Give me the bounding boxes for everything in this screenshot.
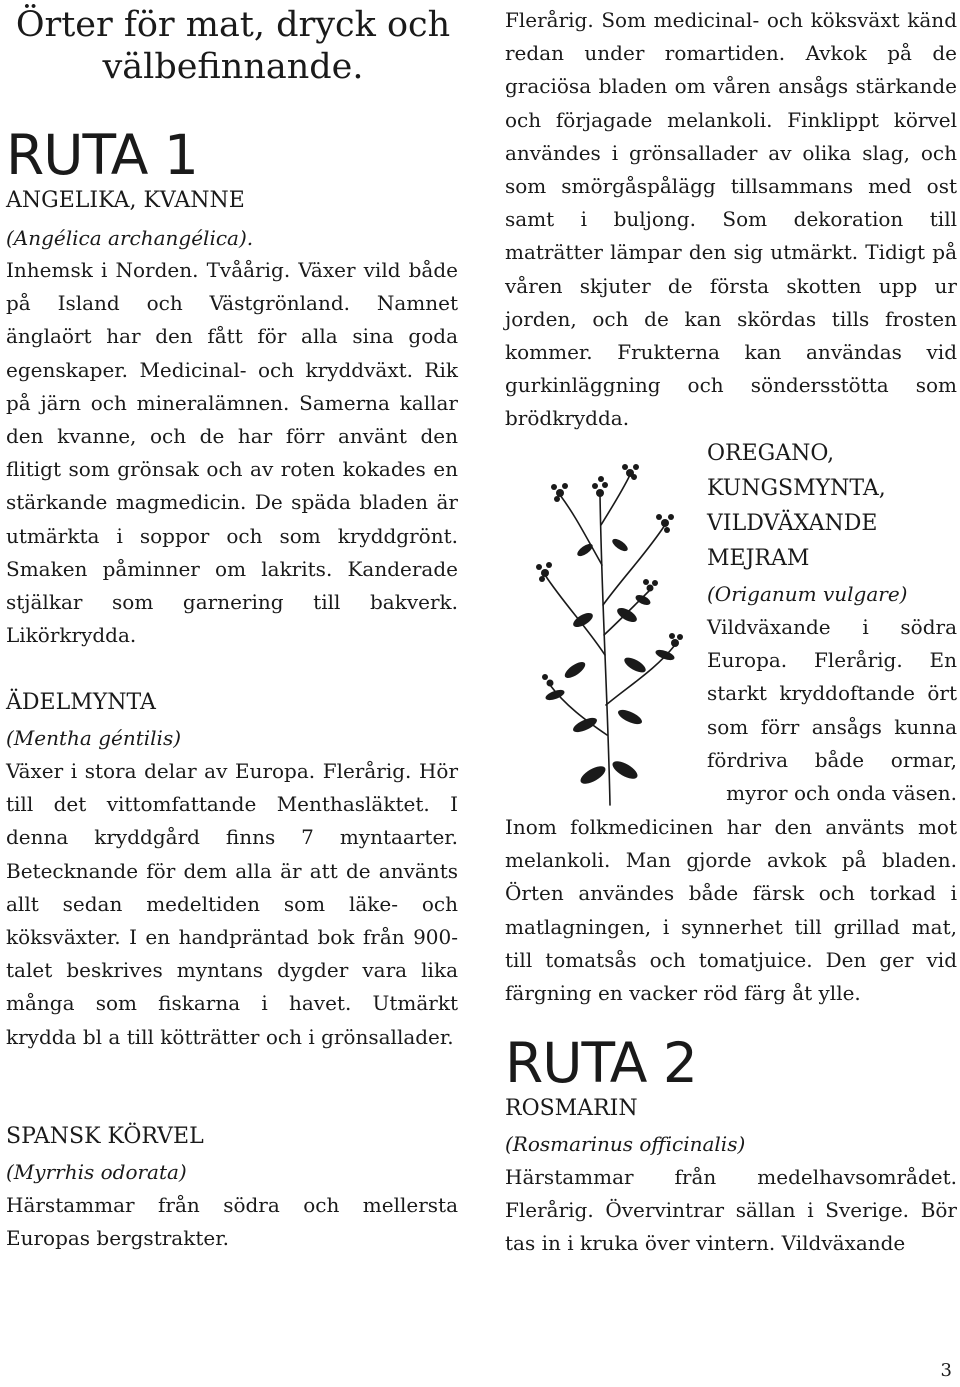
herb-name-spansk-korvel: SPANSK KÖRVEL <box>6 1124 204 1149</box>
herb-text-spansk-korvel-continued: Flerårig. Som medicinal- och köksväxt känd redan under romartiden. Avkok på de graciösa bladen om våren ansågs stärkande och förjagade melankoli. Finklippt körvel användes i grönsallader av olika slag, och som smörgåspålägg tillsammans med ost samt i buljong. Som dekoration till maträtter lämpar den sig utmärkt. Tidigt på våren skjuter de första skotten upp ur jorden, och de kan skördas tills frosten kommer. Frukterna kan användas vid gurkinläggning och söndersstötta som brödkrydda. <box>505 8 957 431</box>
herb-latin-angelika: (Angélica archangélica). <box>6 226 254 250</box>
herb-latin-spansk-korvel: (Myrrhis odorata) <box>6 1160 187 1184</box>
herb-latin-adelmynta: (Mentha géntilis) <box>6 726 182 750</box>
herb-name-angelika: ANGELIKA, KVANNE <box>6 188 245 213</box>
section-heading-ruta-2: RUTA 2 <box>505 1031 697 1095</box>
herb-text-oregano-intro: Vildväxande i södra Europa. Flerårig. En starkt kryddoftande ört som förr ansågs kunna fördriva både ormar, myror och onda väsen. <box>707 615 957 806</box>
herb-latin-rosmarin: (Rosmarinus officinalis) <box>505 1132 746 1156</box>
herb-latin-oregano: (Origanum vulgare) <box>707 582 908 606</box>
oregano-plant-drawing-icon <box>515 455 695 810</box>
herb-text-oregano: Inom folkmedicinen har den använts mot melankoli. Man gjorde avkok på bladen. Örten användes både färsk och torkad i matlagningen, i synnerhet till grillad mat, till tomatsås och tomatjuice. Den ger vid färgning en vacker röd färg åt ylle. <box>505 815 957 1006</box>
herb-name-rosmarin: ROSMARIN <box>505 1096 638 1121</box>
page-title: Örter för mat, dryck och välbefinnande. <box>15 5 451 87</box>
herb-text-spansk-korvel: Härstammar från södra och mellersta Europas bergstrakter. <box>6 1193 458 1251</box>
herb-text-angelika: Inhemsk i Norden. Tvåårig. Växer vild både på Island och Västgrönland. Namnet änglaört har den fått för alla sina goda egenskaper. Medicinal- och kryddväxt. Rik på järn och mineralämnen. Samerna kallar den kvanne, och de har förr använt den flitigt som grönsak och av roten kokades en stärkande magmedicin. De späda bladen är utmärkta i soppor och som kryddgrönt. Smaken påminner om lakrits. Kanderade stjälkar som garnering till bakverk. Likörkrydda. <box>6 258 458 648</box>
herb-text-rosmarin: Härstammar från medelhavsområdet. Flerårig. Övervintrar sällan i Sverige. Bör tas in i kruka över vintern. Vildväxande <box>505 1165 957 1256</box>
herb-name-adelmynta: ÄDELMYNTA <box>6 690 156 715</box>
herb-text-adelmynta: Växer i stora delar av Europa. Flerårig. Hör till det vittomfattande Menthasläktet. I denna kryddgård finns 7 myntaarter. Betecknande för dem alla är att de använts allt sedan medeltiden som läke- och köksväxter. I en handpräntad bok från 900-talet beskrives myntans dygder vara lika många som fiskarna i havet. Utmärkt krydda bl a till kötträtter och i grönsallader. <box>6 759 458 1049</box>
section-heading-ruta-1: RUTA 1 <box>6 123 198 187</box>
herb-name-oregano: OREGANO, KUNGSMYNTA, VILDVÄXANDE MEJRAM <box>707 441 886 571</box>
page-number: 3 <box>940 1360 952 1381</box>
